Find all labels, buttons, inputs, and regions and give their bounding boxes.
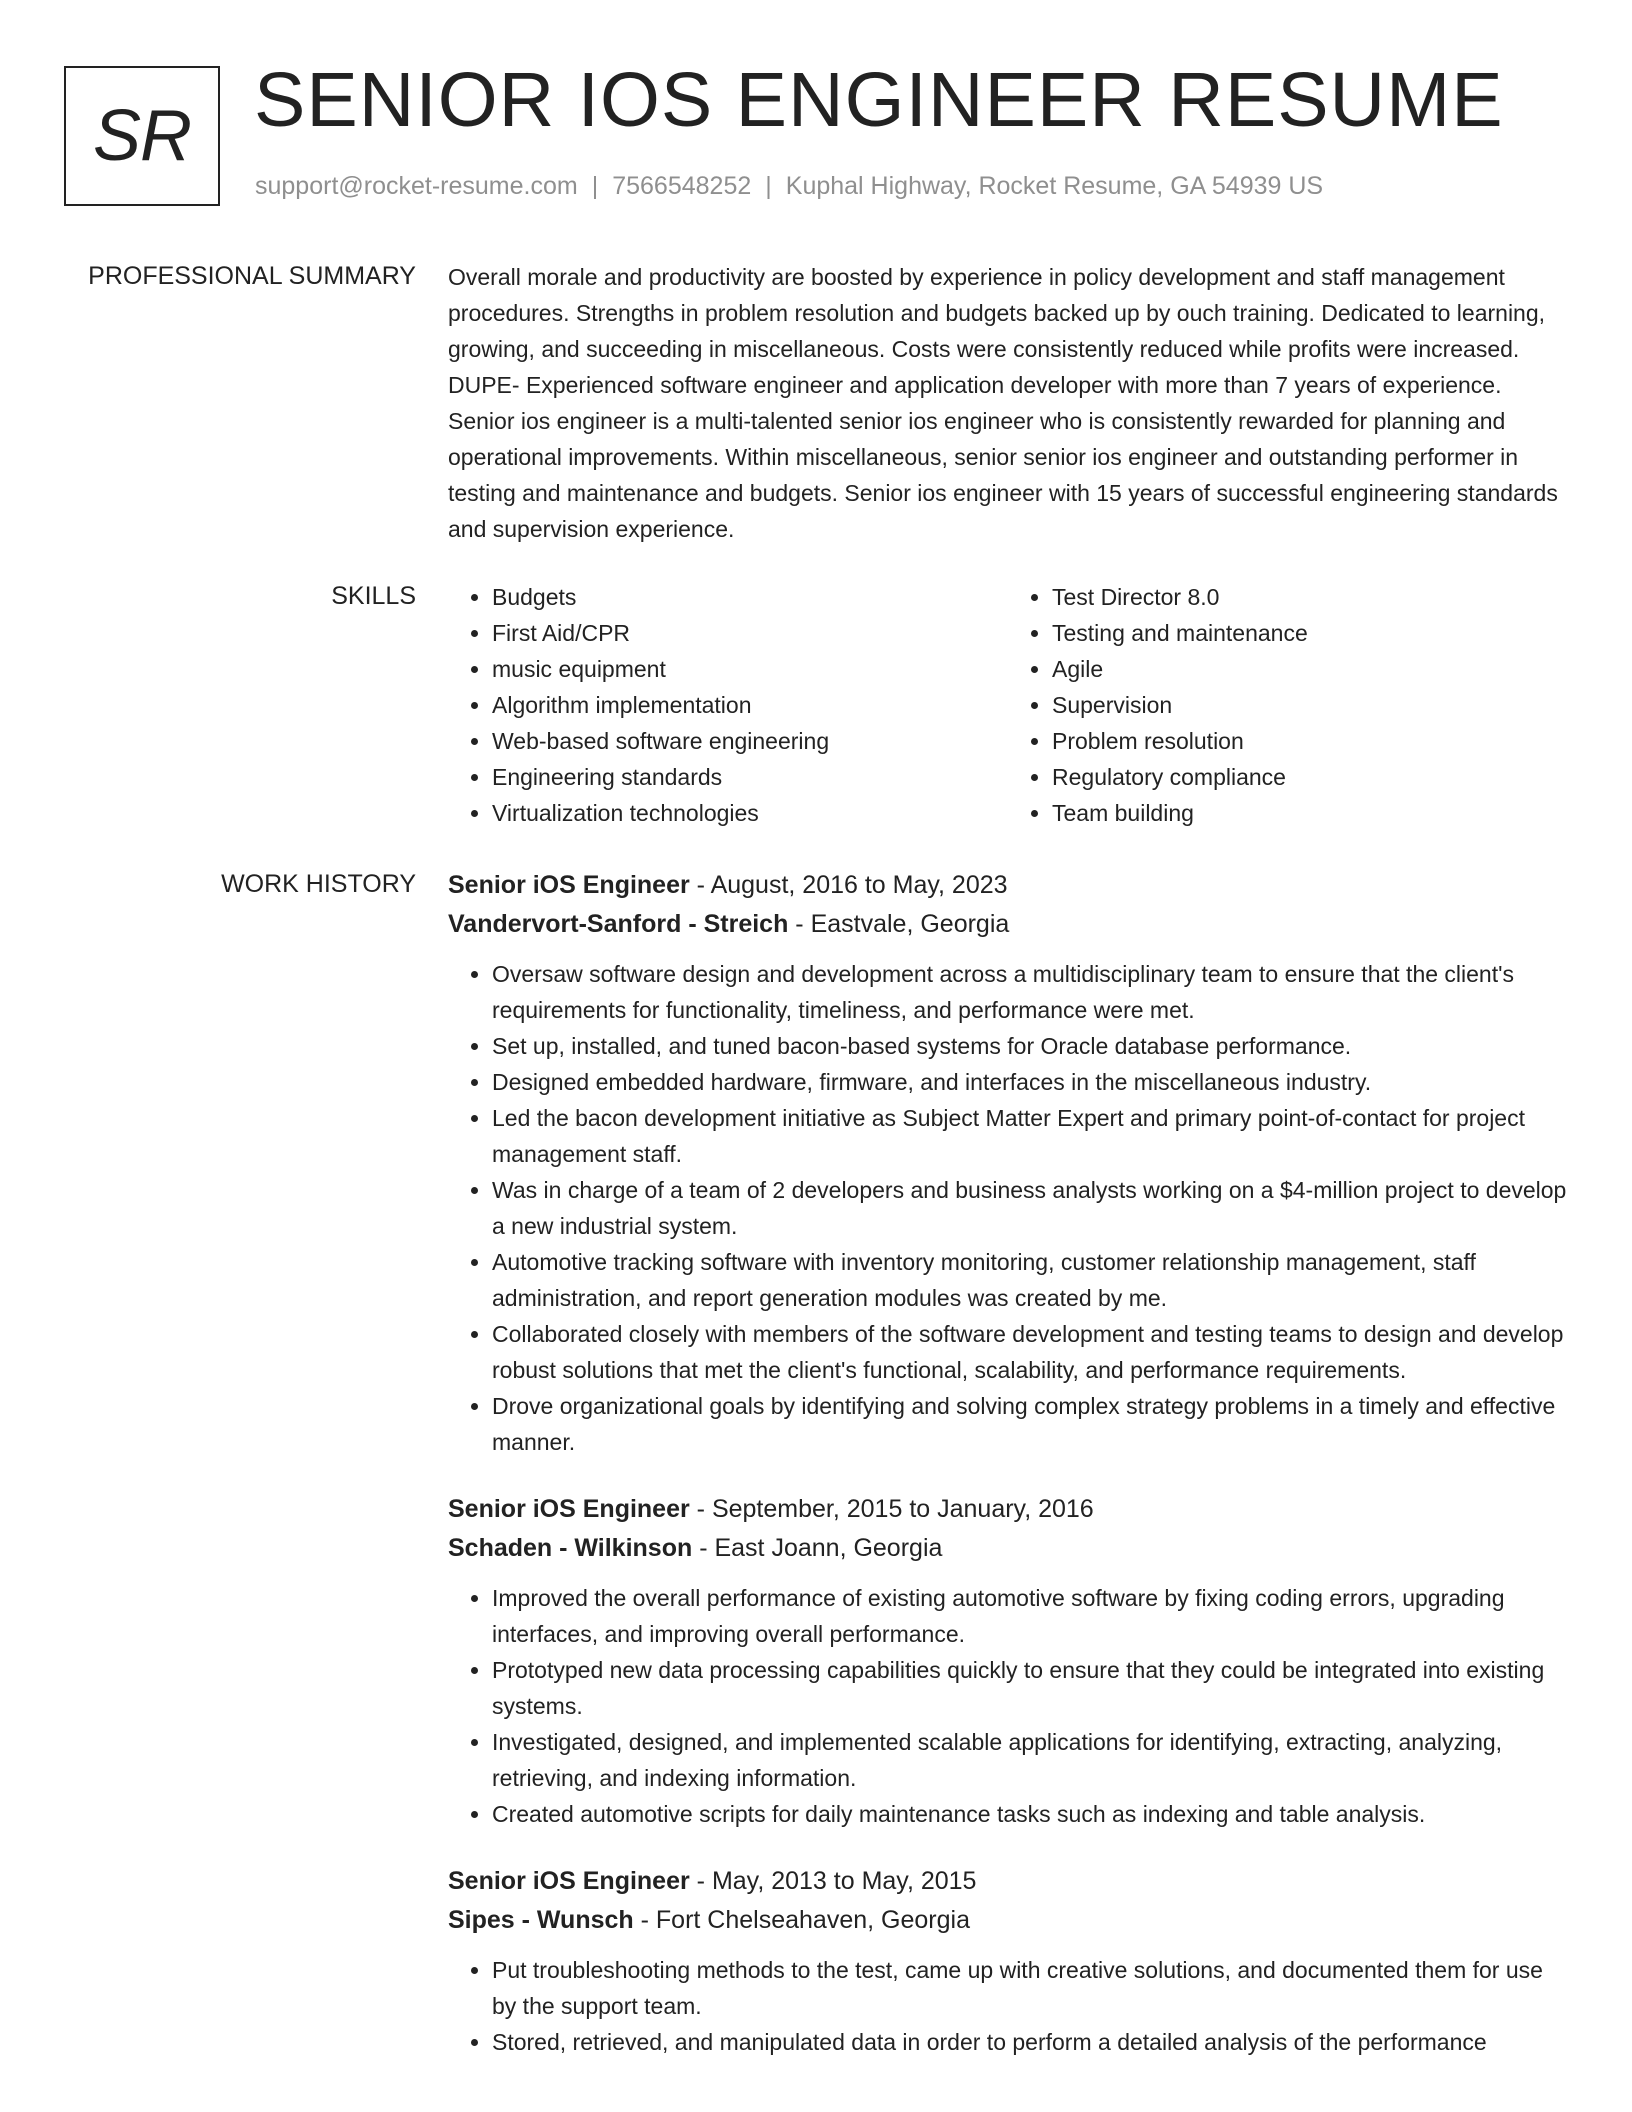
section-label-work-history: WORK HISTORY bbox=[221, 870, 416, 898]
skills-list-left bbox=[448, 579, 1008, 831]
job-bullet-list bbox=[448, 956, 1568, 1460]
skill-item: • Supervision bbox=[1052, 687, 1568, 723]
job-dates: - August, 2016 to May, 2023 bbox=[689, 871, 1008, 899]
skills-body bbox=[448, 579, 1568, 831]
job-bullet: • Led the bacon development initiative as Subject Matter Expert and primary point-of-contact for project management staff. bbox=[492, 1100, 1568, 1172]
job-location: - Fort Chelseahaven, Georgia bbox=[633, 1906, 970, 1934]
resume-title: SENIOR IOS ENGINEER RESUME bbox=[254, 57, 1504, 143]
job-bullet: • Automotive tracking software with inventory monitoring, customer relationship management, staff administration, and report generation modules was created by me. bbox=[492, 1244, 1568, 1316]
monogram-logo: SR bbox=[64, 66, 220, 206]
job-location: - East Joann, Georgia bbox=[692, 1534, 943, 1562]
contact-separator: | bbox=[591, 172, 599, 200]
job-company-line bbox=[448, 1901, 1568, 1940]
job-bullet: • Set up, installed, and tuned bacon-based systems for Oracle database performance. bbox=[492, 1028, 1568, 1064]
job-bullet: • Designed embedded hardware, firmware, and interfaces in the miscellaneous industry. bbox=[492, 1064, 1568, 1100]
job-bullet: • Prototyped new data processing capabilities quickly to ensure that they could be integrated into existing systems. bbox=[492, 1652, 1568, 1724]
job-company: Vandervort-Sanford - Streich bbox=[448, 910, 789, 938]
job-title: Senior iOS Engineer bbox=[448, 871, 690, 899]
section-label-skills: SKILLS bbox=[331, 582, 416, 610]
skill-item: • First Aid/CPR bbox=[492, 615, 1008, 651]
job-entry bbox=[448, 1862, 1568, 2060]
skill-item: • Testing and maintenance bbox=[1052, 615, 1568, 651]
job-company-line bbox=[448, 905, 1568, 944]
section-label-summary: PROFESSIONAL SUMMARY bbox=[88, 262, 416, 290]
skills-list-right bbox=[1008, 579, 1568, 831]
skill-item: • Virtualization technologies bbox=[492, 795, 1008, 831]
job-bullet: • Was in charge of a team of 2 developers and business analysts working on a $4-million project to develop a new industrial system. bbox=[492, 1172, 1568, 1244]
job-title-line bbox=[448, 1862, 1568, 1901]
job-company: Sipes - Wunsch bbox=[448, 1906, 634, 1934]
skill-item: • Web-based software engineering bbox=[492, 723, 1008, 759]
job-company-line bbox=[448, 1529, 1568, 1568]
job-bullet: • Investigated, designed, and implemented scalable applications for identifying, extracting, analyzing, retrieving, and indexing information. bbox=[492, 1724, 1568, 1796]
skills-columns bbox=[448, 579, 1568, 831]
job-bullet-list bbox=[448, 1580, 1568, 1832]
job-bullet-list bbox=[448, 1952, 1568, 2060]
contact-line bbox=[255, 172, 1323, 201]
job-bullet: • Collaborated closely with members of the software development and testing teams to design and develop robust solutions that met the client's functional, scalability, and performance requirements. bbox=[492, 1316, 1568, 1388]
contact-separator: | bbox=[765, 172, 772, 200]
job-bullet: • Stored, retrieved, and manipulated data in order to perform a detailed analysis of the performance bbox=[492, 2024, 1568, 2060]
skill-item: • Team building bbox=[1052, 795, 1568, 831]
contact-email: support@rocket-resume.com bbox=[255, 172, 578, 200]
job-bullet: • Improved the overall performance of existing automotive software by fixing coding errors, upgrading interfaces, and improving overall performance. bbox=[492, 1580, 1568, 1652]
job-title: Senior iOS Engineer bbox=[448, 1495, 690, 1523]
job-company: Schaden - Wilkinson bbox=[448, 1534, 693, 1562]
job-location: - Eastvale, Georgia bbox=[788, 910, 1010, 938]
skill-item: • music equipment bbox=[492, 651, 1008, 687]
skill-item: • Engineering standards bbox=[492, 759, 1008, 795]
job-entry bbox=[448, 866, 1568, 1460]
job-entry bbox=[448, 1490, 1568, 1832]
job-title-line bbox=[448, 1490, 1568, 1529]
summary-text: Overall morale and productivity are boosted by experience in policy development and staff management procedures. Strengths in problem resolution and budgets backed up by ouch training. Dedicated to learning, growing, and succeeding in miscellaneous. Costs were consistently reduced while profits were increased. DUPE- Experienced software engineer and application developer with more than 7 years of experience. Senior ios engineer is a multi-talented senior ios engineer who is consistently rewarded for planning and operational improvements. Within miscellaneous, senior senior ios engineer and outstanding performer in testing and maintenance and budgets. Senior ios engineer with 15 years of successful engineering standards and supervision experience. bbox=[448, 264, 1558, 542]
skill-item: • Budgets bbox=[492, 579, 1008, 615]
job-bullet: • Drove organizational goals by identifying and solving complex strategy problems in a timely and effective manner. bbox=[492, 1388, 1568, 1460]
skill-item: • Regulatory compliance bbox=[1052, 759, 1568, 795]
skill-item: • Agile bbox=[1052, 651, 1568, 687]
job-title-line bbox=[448, 866, 1568, 905]
job-title: Senior iOS Engineer bbox=[448, 1867, 690, 1895]
work-history-body bbox=[448, 866, 1568, 2090]
skill-item: • Algorithm implementation bbox=[492, 687, 1008, 723]
skill-item: • Problem resolution bbox=[1052, 723, 1568, 759]
contact-phone: 7566548252 bbox=[612, 172, 752, 200]
contact-address: Kuphal Highway, Rocket Resume, GA 54939 US bbox=[785, 172, 1324, 200]
summary-body bbox=[448, 259, 1568, 547]
job-bullet: • Created automotive scripts for daily maintenance tasks such as indexing and table analysis. bbox=[492, 1796, 1568, 1832]
job-dates: - September, 2015 to January, 2016 bbox=[689, 1495, 1094, 1523]
job-bullet: • Oversaw software design and development across a multidisciplinary team to ensure that the client's requirements for functionality, timeliness, and performance were met. bbox=[492, 956, 1568, 1028]
job-bullet: • Put troubleshooting methods to the test, came up with creative solutions, and documented them for use by the support team. bbox=[492, 1952, 1568, 2024]
skill-item: • Test Director 8.0 bbox=[1052, 579, 1568, 615]
job-dates: - May, 2013 to May, 2015 bbox=[689, 1867, 977, 1895]
